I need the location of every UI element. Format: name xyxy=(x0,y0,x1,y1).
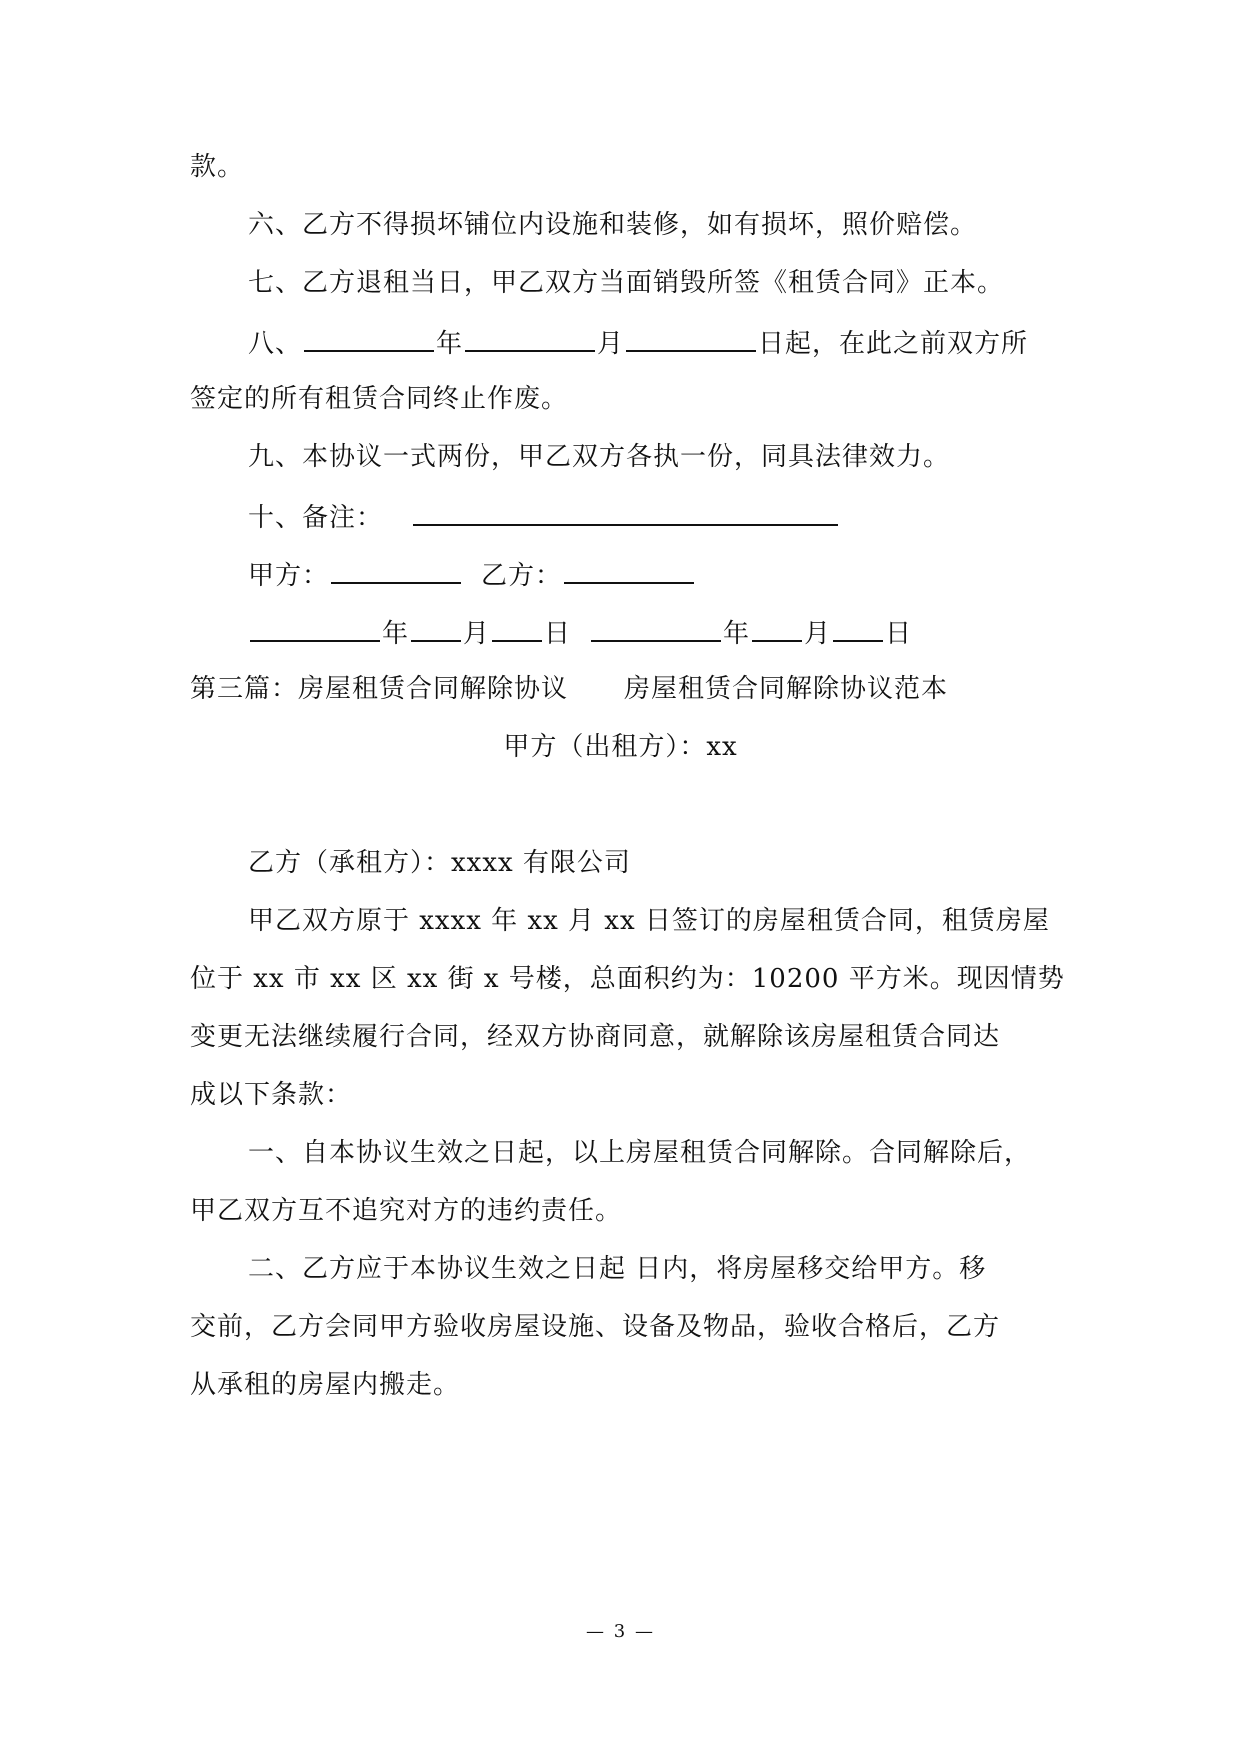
paragraph-line: 甲乙双方互不追究对方的违约责任。 xyxy=(190,1196,623,1226)
clause-seven: 七、乙方退租当日，甲乙双方当面销毁所签《租赁合同》正本。 xyxy=(248,268,1005,298)
section-subtitle: 房屋租赁合同解除协议范本 xyxy=(624,674,949,704)
paragraph-line: 成以下条款： xyxy=(190,1080,353,1110)
year-label: 年 xyxy=(436,329,464,359)
blank-line xyxy=(591,614,721,642)
paragraph-line: 签定的所有租赁合同终止作废。 xyxy=(190,384,569,414)
month-label: 月 xyxy=(804,619,832,649)
year-label: 年 xyxy=(382,619,410,649)
clause-eight xyxy=(248,324,1148,361)
blank-line xyxy=(833,614,883,642)
clause-eight-suffix: 日起，在此之前双方所 xyxy=(758,329,1029,359)
blank-line xyxy=(752,614,802,642)
blank-line xyxy=(465,324,595,352)
paragraph-line: 甲乙双方原于 xxxx 年 xx 月 xx 日签订的房屋租赁合同，租赁房屋 xyxy=(248,906,1050,936)
clause-two: 二、乙方应于本协议生效之日起 日内，将房屋移交给甲方。移 xyxy=(248,1254,987,1284)
clause-nine: 九、本协议一式两份，甲乙双方各执一份，同具法律效力。 xyxy=(248,442,951,472)
paragraph-line: 款。 xyxy=(190,152,245,182)
signature-parties xyxy=(248,556,1148,593)
party-b-blank xyxy=(564,556,694,584)
party-a-blank xyxy=(331,556,461,584)
day-label: 日 xyxy=(544,619,572,649)
paragraph-line: 从承租的房屋内搬走。 xyxy=(190,1370,461,1400)
month-label: 月 xyxy=(463,619,491,649)
clause-one: 一、自本协议生效之日起，以上房屋租赁合同解除。合同解除后， xyxy=(248,1138,1032,1168)
blank-line xyxy=(250,614,380,642)
clause-eight-prefix: 八、 xyxy=(248,329,303,359)
signature-dates xyxy=(248,614,1148,651)
year-label: 年 xyxy=(723,619,751,649)
paragraph-line: 交前，乙方会同甲方验收房屋设施、设备及物品，验收合格后，乙方 xyxy=(190,1312,1001,1342)
blank-line xyxy=(626,324,756,352)
party-a-label: 甲方： xyxy=(248,561,330,591)
section-heading xyxy=(190,672,1090,706)
party-b-label: 乙方： xyxy=(481,561,563,591)
remarks-label: 十、备注： xyxy=(248,503,384,533)
paragraph-line: 位于 xx 市 xx 区 xx 街 x 号楼，总面积约为：10200 平方米。现因情势 xyxy=(190,964,1065,994)
paragraph-line: 变更无法继续履行合同，经双方协商同意，就解除该房屋租赁合同达 xyxy=(190,1022,1001,1052)
clause-ten xyxy=(248,498,1148,535)
blank-line xyxy=(411,614,461,642)
blank-line xyxy=(492,614,542,642)
blank-line xyxy=(304,324,434,352)
page-number: — 3 — xyxy=(586,1621,655,1642)
section-title: 第三篇：房屋租赁合同解除协议 xyxy=(190,674,569,704)
party-a-heading: 甲方（出租方）：xx xyxy=(503,732,738,762)
clause-six: 六、乙方不得损坏铺位内设施和装修，如有损坏，照价赔偿。 xyxy=(248,210,978,240)
party-b-heading: 乙方（承租方）：xxxx 有限公司 xyxy=(248,848,631,878)
month-label: 月 xyxy=(597,329,625,359)
remarks-blank xyxy=(413,498,838,526)
day-label: 日 xyxy=(885,619,913,649)
